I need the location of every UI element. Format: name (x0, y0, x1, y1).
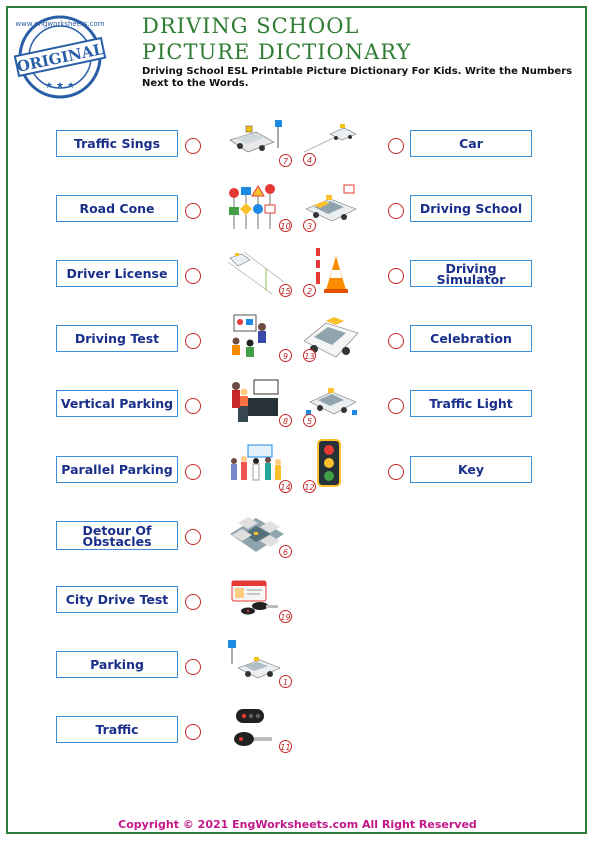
answer-circle[interactable] (185, 268, 201, 284)
driving-simulator-icon (226, 378, 286, 428)
answer-circle[interactable] (185, 333, 201, 349)
picture-number: 15 (279, 284, 292, 297)
word-box-vertical-parking: Vertical Parking (56, 390, 178, 417)
picture-number: 19 (279, 610, 292, 623)
traffic-signs-icon (226, 183, 286, 233)
word-box-traffic-sings: Traffic Sings (56, 130, 178, 157)
driving-class-icon (226, 313, 286, 363)
picture-number: 7 (279, 154, 292, 167)
word-box-car: Car (410, 130, 532, 157)
picture-number: 10 (279, 219, 292, 232)
answer-circle[interactable] (388, 138, 404, 154)
word-box-parking: Parking (56, 651, 178, 678)
word-box-driving-test: Driving Test (56, 325, 178, 352)
word-box-traffic: Traffic (56, 716, 178, 743)
original-stamp-icon (10, 12, 110, 102)
answer-circle[interactable] (185, 138, 201, 154)
picture-number: 11 (279, 740, 292, 753)
answer-circle[interactable] (185, 398, 201, 414)
celebration-icon (226, 443, 286, 493)
answer-circle[interactable] (185, 529, 201, 545)
answer-circle[interactable] (185, 594, 201, 610)
parking-maneuver-icon (226, 248, 286, 298)
answer-circle[interactable] (185, 724, 201, 740)
parked-car-icon (226, 638, 286, 688)
answer-circle[interactable] (388, 203, 404, 219)
answer-circle[interactable] (388, 333, 404, 349)
word-box-driving-simulator: Driving Simulator (410, 260, 532, 287)
answer-circle[interactable] (185, 464, 201, 480)
page-title-line2: PICTURE DICTIONARY (142, 40, 412, 64)
city-intersection-icon (226, 508, 286, 558)
word-box-traffic-light: Traffic Light (410, 390, 532, 417)
car-with-signs-icon (226, 118, 286, 168)
picture-number: 4 (303, 153, 316, 166)
picture-number: 13 (303, 349, 316, 362)
stamp-text: ORIGINAL (15, 39, 106, 76)
word-box-celebration: Celebration (410, 325, 532, 352)
word-box-key: Key (410, 456, 532, 483)
word-box-road-cone: Road Cone (56, 195, 178, 222)
word-box-parallel-parking: Parallel Parking (56, 456, 178, 483)
answer-circle[interactable] (185, 203, 201, 219)
stamp-ring-text: www.engworksheets.com (15, 20, 105, 28)
word-box-driving-school: Driving School (410, 195, 532, 222)
picture-number: 2 (303, 284, 316, 297)
picture-number: 9 (279, 349, 292, 362)
page-title-line1: DRIVING SCHOOL (142, 14, 360, 38)
picture-number: 14 (279, 480, 292, 493)
svg-text:★ ★ ★: ★ ★ ★ (45, 81, 75, 91)
picture-number: 8 (279, 414, 292, 427)
word-box-city-drive-test: City Drive Test (56, 586, 178, 613)
picture-number: 6 (279, 545, 292, 558)
word-box-driver-license: Driver License (56, 260, 178, 287)
picture-number: 12 (303, 480, 316, 493)
car-key-icon (226, 703, 286, 753)
word-box-detour-of-obstacles: Detour Of Obstacles (56, 521, 178, 550)
answer-circle[interactable] (185, 659, 201, 675)
page-subtitle: Driving School ESL Printable Picture Dictionary For Kids. Write the Numbers Next to the Words. (142, 66, 573, 89)
picture-number: 1 (279, 675, 292, 688)
answer-circle[interactable] (388, 464, 404, 480)
answer-circle[interactable] (388, 398, 404, 414)
answer-circle[interactable] (388, 268, 404, 284)
copyright-footer: Copyright © 2021 EngWorksheets.com All Right Reserved (118, 818, 477, 831)
driver-license-icon (226, 573, 286, 623)
picture-number: 3 (303, 219, 316, 232)
picture-number: 5 (303, 414, 316, 427)
